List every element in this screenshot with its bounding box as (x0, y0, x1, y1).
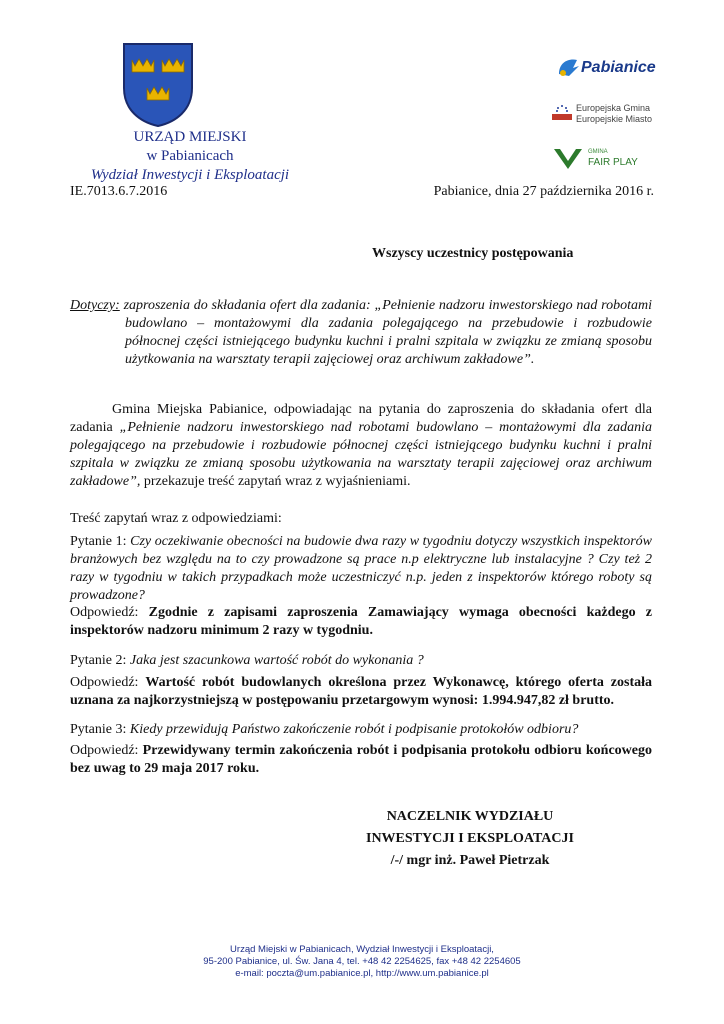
answer-label: Odpowiedź: (70, 675, 139, 690)
office-department: Wydział Inwestycji i Eksploatacji (90, 167, 290, 183)
answer-2 (70, 674, 652, 710)
eu-stars-icon (552, 103, 572, 123)
page-footer (100, 944, 624, 980)
recipient: Wszyscy uczestnicy postępowania (372, 246, 574, 261)
document-date: Pabianice, dnia 27 października 2016 r. (433, 184, 654, 199)
subject-block (70, 297, 652, 369)
footer-line-2: 95-200 Pabianice, ul. Św. Jana 4, tel. +48 42 2254625, fax +48 42 2254605 (203, 956, 521, 967)
european-municipality-logo (552, 100, 662, 128)
signature-block (360, 806, 580, 872)
footer-line-1: Urząd Miejski w Pabianicach, Wydział Inwestycji i Eksploatacji, (230, 944, 494, 955)
intro-paragraph (70, 401, 652, 491)
intro-task-name: „Pełnienie nadzoru inwestorskiego nad robotami budowlano – montażowymi dla zadania polegającego na przebudowie i rozbudowie północnej części istniejącego budynku kuchni i pralni szpitala w związku ze zmianą sposobu użytkowania na warsztaty terapii zajęciowej oraz archiwum zakładowe”, (70, 420, 652, 489)
issuing-office (70, 128, 310, 185)
fair-play-logo (552, 143, 652, 177)
subject-text: zaproszenia do składania ofert dla zadania: „Pełnienie nadzoru inwestorskiego nad robotami budowlano – montażowymi dla zadania polegającego na przebudowie i rozbudowie północnej części istniejącego budynku kuchni i pralni szpitala w związku ze zmianą sposobu użytkowania na warsztaty terapii zajęciowej oraz archiwum zakładowe”. (123, 298, 652, 367)
signature-title-2: INWESTYCJI I EKSPLOATACJI (366, 831, 574, 846)
answer-text: Zgodnie z zapisami zaproszenia Zamawiający wymaga obecności każdego z inspektorów nadzoru minimum 2 razy w tygodniu. (70, 605, 653, 638)
fair-play-small-label: GMINA (588, 149, 608, 155)
office-city: w Pabianicach (146, 148, 234, 164)
office-name: URZĄD MIEJSKI (133, 129, 247, 145)
pabianice-logo (555, 50, 655, 86)
intro-text-1: Gmina Miejska Pabianice, odpowiadając na pytania do zaproszenia do składania ofert dla zadania (70, 402, 652, 435)
question-text: Kiedy przewidują Państwo zakończenie robót i podpisanie protokołów odbioru? (129, 722, 579, 737)
reference-number: IE.7013.6.7.2016 (70, 184, 168, 199)
question-2 (70, 652, 652, 670)
answer-text: Wartość robót budowlanych określona przez Wykonawcę, którego oferta została uznana za najkorzystniejszą w postępowaniu przetargowym wynosi: 1.994.947,82 zł brutto. (70, 675, 652, 708)
question-text: Czy oczekiwanie obecności na budowie dwa razy w tygodniu dotyczy wszystkich inspektorów branżowych bez względu na to czy prowadzone są prace n.p elektryczne lub instalacyjne ? Czy też 2 razy w tygodniu w takich przypadkach może uczestniczyć n.p. jeden z inspektorów którego roboty są prowadzone? (70, 534, 653, 603)
pabianice-logo-text: Pabianice (581, 59, 656, 76)
qa-heading: Treść zapytań wraz z odpowiedziami: (70, 511, 282, 526)
intro-text-2: przekazuje treść zapytań wraz z wyjaśnieniami. (140, 474, 411, 489)
eu-label-line2: Europejskie Miasto (576, 114, 653, 124)
signature-title-1: NACZELNIK WYDZIAŁU (386, 809, 554, 824)
answer-text: Przewidywany termin zakończenia robót i podpisania protokołu odbioru końcowego bez uwag to 29 maja 2017 roku. (70, 743, 652, 776)
question-3 (70, 721, 652, 739)
fair-play-check-icon (552, 145, 584, 171)
subject-paragraph (70, 297, 652, 369)
footer-line-3: e-mail: poczta@um.pabianice.pl, http://www.um.pabianice.pl (235, 968, 489, 979)
answer-1 (70, 604, 652, 640)
question-label: Pytanie 1: (70, 534, 127, 549)
fair-play-label: FAIR PLAY (588, 157, 638, 168)
subject-label: Dotyczy: (70, 298, 120, 313)
signature-name: /-/ mgr inż. Paweł Pietrzak (390, 853, 550, 868)
answer-label: Odpowiedź: (70, 743, 139, 758)
eu-label-line1: Europejska Gmina (576, 103, 651, 113)
answer-label: Odpowiedź: (70, 605, 139, 620)
answer-3 (70, 742, 652, 778)
question-label: Pytanie 3: (70, 722, 127, 737)
question-label: Pytanie 2: (70, 653, 127, 668)
coat-of-arms-crest (120, 40, 196, 128)
pabianice-logo-icon (555, 54, 581, 80)
question-text: Jaka jest szacunkowa wartość robót do wykonania ? (129, 653, 424, 668)
question-1 (70, 533, 652, 605)
